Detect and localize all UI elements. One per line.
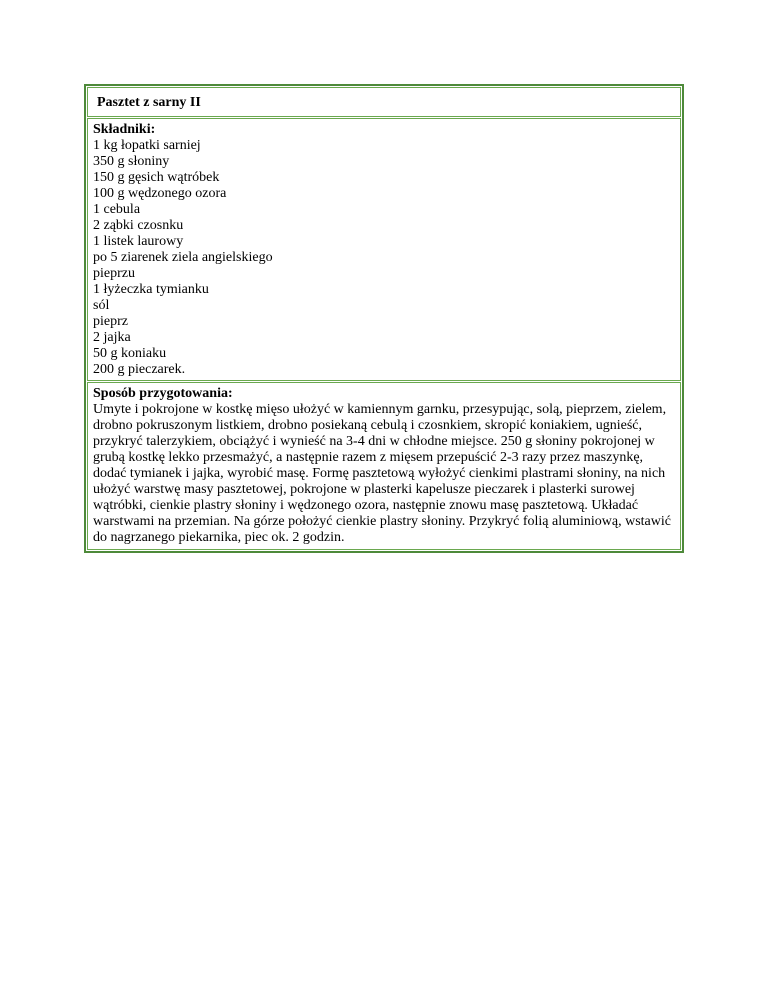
ingredient-item: po 5 ziarenek ziela angielskiego [93, 250, 273, 265]
ingredient-item: 200 g pieczarek. [93, 362, 186, 377]
ingredient-item: 150 g gęsich wątróbek [93, 170, 220, 185]
recipe-table [84, 84, 684, 553]
ingredient-item: 1 cebula [93, 202, 141, 217]
ingredient-item: 100 g wędzonego ozora [93, 186, 227, 201]
method-cell [87, 382, 681, 550]
ingredient-item: 2 jajka [93, 330, 131, 345]
ingredients-heading: Składniki: [93, 122, 156, 137]
ingredients-cell [87, 118, 681, 381]
ingredient-list [93, 138, 676, 378]
ingredient-item: 2 ząbki czosnku [93, 218, 184, 233]
recipe-title-cell [87, 87, 681, 117]
ingredient-item: 350 g słoniny [93, 154, 170, 169]
ingredient-item: pieprz [93, 314, 128, 329]
ingredient-item: 50 g koniaku [93, 346, 167, 361]
recipe-title: Pasztet z sarny II [97, 95, 201, 110]
ingredient-item: 1 listek laurowy [93, 234, 184, 249]
method-heading: Sposób przygotowania: [93, 386, 233, 401]
method-text: Umyte i pokrojone w kostkę mięso ułożyć w kamiennym garnku, przesypując, solą, pieprzem, zielem, drobno pokruszonym listkiem, drobno posiekaną cebulą i czosnkiem, skropić koniakiem, ugnieść, przykryć talerzykiem, obciążyć i wynieść na 3-4 dni w chłodne miejsce. 250 g słoniny pokrojonej w grubą kostkę lekko przesmażyć, a następnie razem z mięsem przepuścić 2-3 razy przez maszynkę, dodać tymianek i jajka, wyrobić masę. Formę pasztetową wyłożyć cienkimi plastrami słoniny, na nich ułożyć warstwę masy pasztetowej, pokrojone w plasterki kapelusze pieczarek i plasterki surowej wątróbki, cienkie plastry słoniny i wędzonego ozora, następnie znowu masę pasztetową. Układać warstwami na przemian. Na górze położyć cienkie plastry słoniny. Przykryć folią aluminiową, wstawić do nagrzanego piekarnika, piec ok. 2 godzin. [93, 402, 671, 545]
ingredient-item: 1 łyżeczka tymianku [93, 282, 209, 297]
ingredient-item: 1 kg łopatki sarniej [93, 138, 201, 153]
ingredient-item: sól [93, 298, 110, 313]
ingredient-item: pieprzu [93, 266, 135, 281]
